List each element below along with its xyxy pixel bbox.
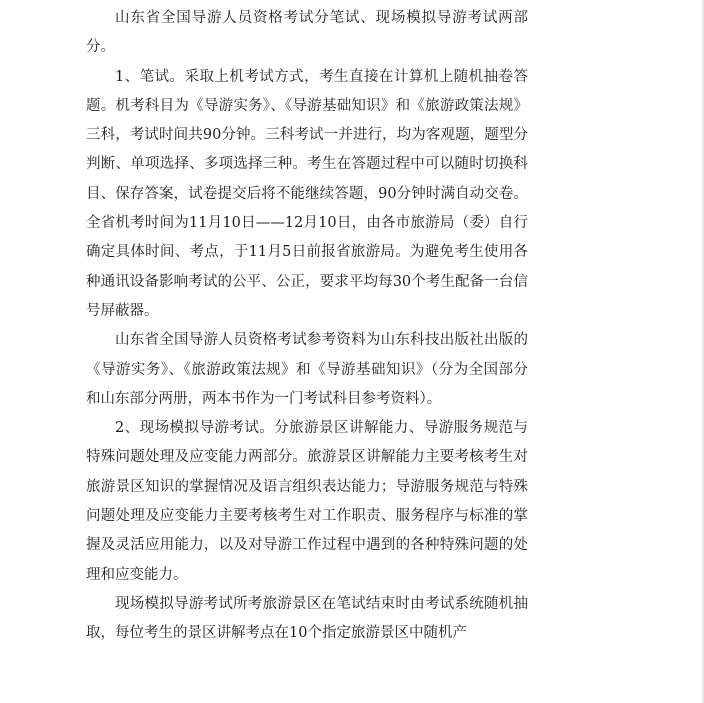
paragraph-written-exam: 1、笔试。采取上机考试方式，考生直接在计算机上随机抽卷答题。机考科目为《导游实务》、《导游基础知识》和《旅游政策法规》三科，考试时间共90分钟。三科考试一并进行，均为客观题，题型分判断、单项选择、多项选择三种。考生在答题过程中可以随时切换科目、保存答案，试卷提交后将不能继续答题，90分钟时满自动交卷。全省机考时间为11月10日——12月10日，由各市旅游局（委）自行确定具体时间、考点，于11月5日前报省旅游局。为避免考生使用各种通讯设备影响考试的公平、公正，要求平均每30个考生配备一台信号屏蔽器。 [86, 68, 528, 319]
paragraph-simulation-exam: 2、现场模拟导游考试。分旅游景区讲解能力、导游服务规范与特殊问题处理及应变能力两部分。旅游景区讲解能力主要考核考生对旅游景区知识的掌握情况及语言组织表达能力；导游服务规范与特殊问题处理及应变能力主要考核考生对工作职责、服务程序与标准的掌握及灵活应用能力，以及对导游工作过程中遇到的各种特殊问题的处理和应变能力。 [86, 420, 528, 583]
paragraph-reference-materials: 山东省全国导游人员资格考试参考资料为山东科技出版社出版的《导游实务》、《旅游政策法规》和《导游基础知识》（分为全国部分和山东部分两册，两本书作为一门考试科目参考资料）。 [86, 332, 528, 407]
paragraph-scenic-area-selection: 现场模拟导游考试所考旅游景区在笔试结束时由考试系统随机抽取，每位考生的景区讲解考点在10个指定旅游景区中随机产 [86, 595, 528, 642]
paragraph-exam-overview: 山东省全国导游人员资格考试分笔试、现场模拟导游考试两部分。 [86, 10, 528, 56]
document-body [86, 4, 528, 649]
